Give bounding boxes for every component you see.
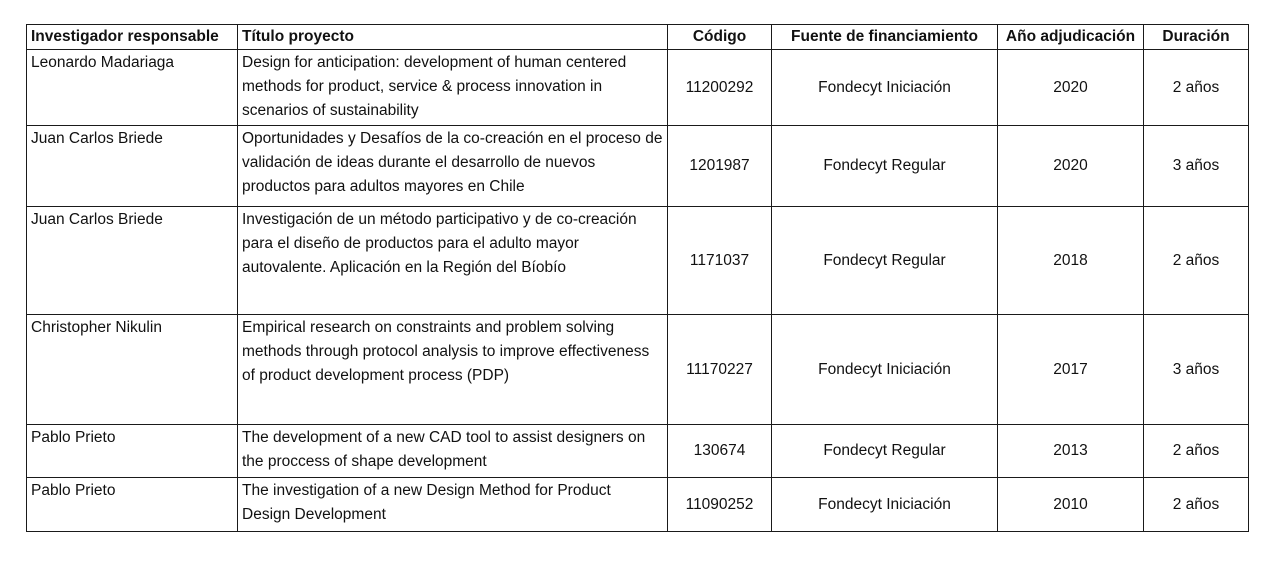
cell-duration: 3 años	[1144, 315, 1249, 425]
cell-funding: Fondecyt Regular	[772, 126, 998, 207]
cell-duration: 2 años	[1144, 50, 1249, 126]
header-funding: Fuente de financiamiento	[772, 25, 998, 50]
cell-investigator: Pablo Prieto	[27, 478, 238, 532]
cell-investigator: Juan Carlos Briede	[27, 126, 238, 207]
cell-code: 1201987	[668, 126, 772, 207]
cell-code: 11200292	[668, 50, 772, 126]
cell-duration: 2 años	[1144, 207, 1249, 315]
header-investigator: Investigador responsable	[27, 25, 238, 50]
cell-duration: 3 años	[1144, 126, 1249, 207]
cell-title: Oportunidades y Desafíos de la co-creación en el proceso de validación de ideas durante el desarrollo de nuevos productos para adultos mayores en Chile	[238, 126, 668, 207]
cell-year: 2018	[998, 207, 1144, 315]
cell-funding: Fondecyt Regular	[772, 207, 998, 315]
table-row	[27, 207, 1249, 315]
cell-year: 2020	[998, 126, 1144, 207]
cell-year: 2013	[998, 425, 1144, 478]
table-row	[27, 478, 1249, 532]
cell-duration: 2 años	[1144, 425, 1249, 478]
cell-title: The investigation of a new Design Method for Product Design Development	[238, 478, 668, 532]
cell-title: Design for anticipation: development of human centered methods for product, service & process innovation in scenarios of sustainability	[238, 50, 668, 126]
cell-title: The development of a new CAD tool to assist designers on the proccess of shape development	[238, 425, 668, 478]
cell-funding: Fondecyt Iniciación	[772, 315, 998, 425]
cell-year: 2010	[998, 478, 1144, 532]
cell-year: 2020	[998, 50, 1144, 126]
cell-title: Empirical research on constraints and problem solving methods through protocol analysis to improve effectiveness of product development process (PDP)	[238, 315, 668, 425]
cell-investigator: Leonardo Madariaga	[27, 50, 238, 126]
header-title: Título proyecto	[238, 25, 668, 50]
cell-funding: Fondecyt Iniciación	[772, 478, 998, 532]
projects-table	[26, 24, 1249, 532]
table-row	[27, 50, 1249, 126]
cell-title: Investigación de un método participativo y de co-creación para el diseño de productos para el adulto mayor autovalente. Aplicación en la Región del Bíobío	[238, 207, 668, 315]
header-code: Código	[668, 25, 772, 50]
cell-code: 11170227	[668, 315, 772, 425]
cell-funding: Fondecyt Regular	[772, 425, 998, 478]
cell-code: 11090252	[668, 478, 772, 532]
table-row	[27, 315, 1249, 425]
cell-investigator: Juan Carlos Briede	[27, 207, 238, 315]
table-row	[27, 425, 1249, 478]
cell-code: 1171037	[668, 207, 772, 315]
header-row	[27, 25, 1249, 50]
cell-funding: Fondecyt Iniciación	[772, 50, 998, 126]
header-year: Año adjudicación	[998, 25, 1144, 50]
cell-investigator: Pablo Prieto	[27, 425, 238, 478]
table-row	[27, 126, 1249, 207]
cell-investigator: Christopher Nikulin	[27, 315, 238, 425]
cell-year: 2017	[998, 315, 1144, 425]
cell-duration: 2 años	[1144, 478, 1249, 532]
cell-code: 130674	[668, 425, 772, 478]
header-duration: Duración	[1144, 25, 1249, 50]
